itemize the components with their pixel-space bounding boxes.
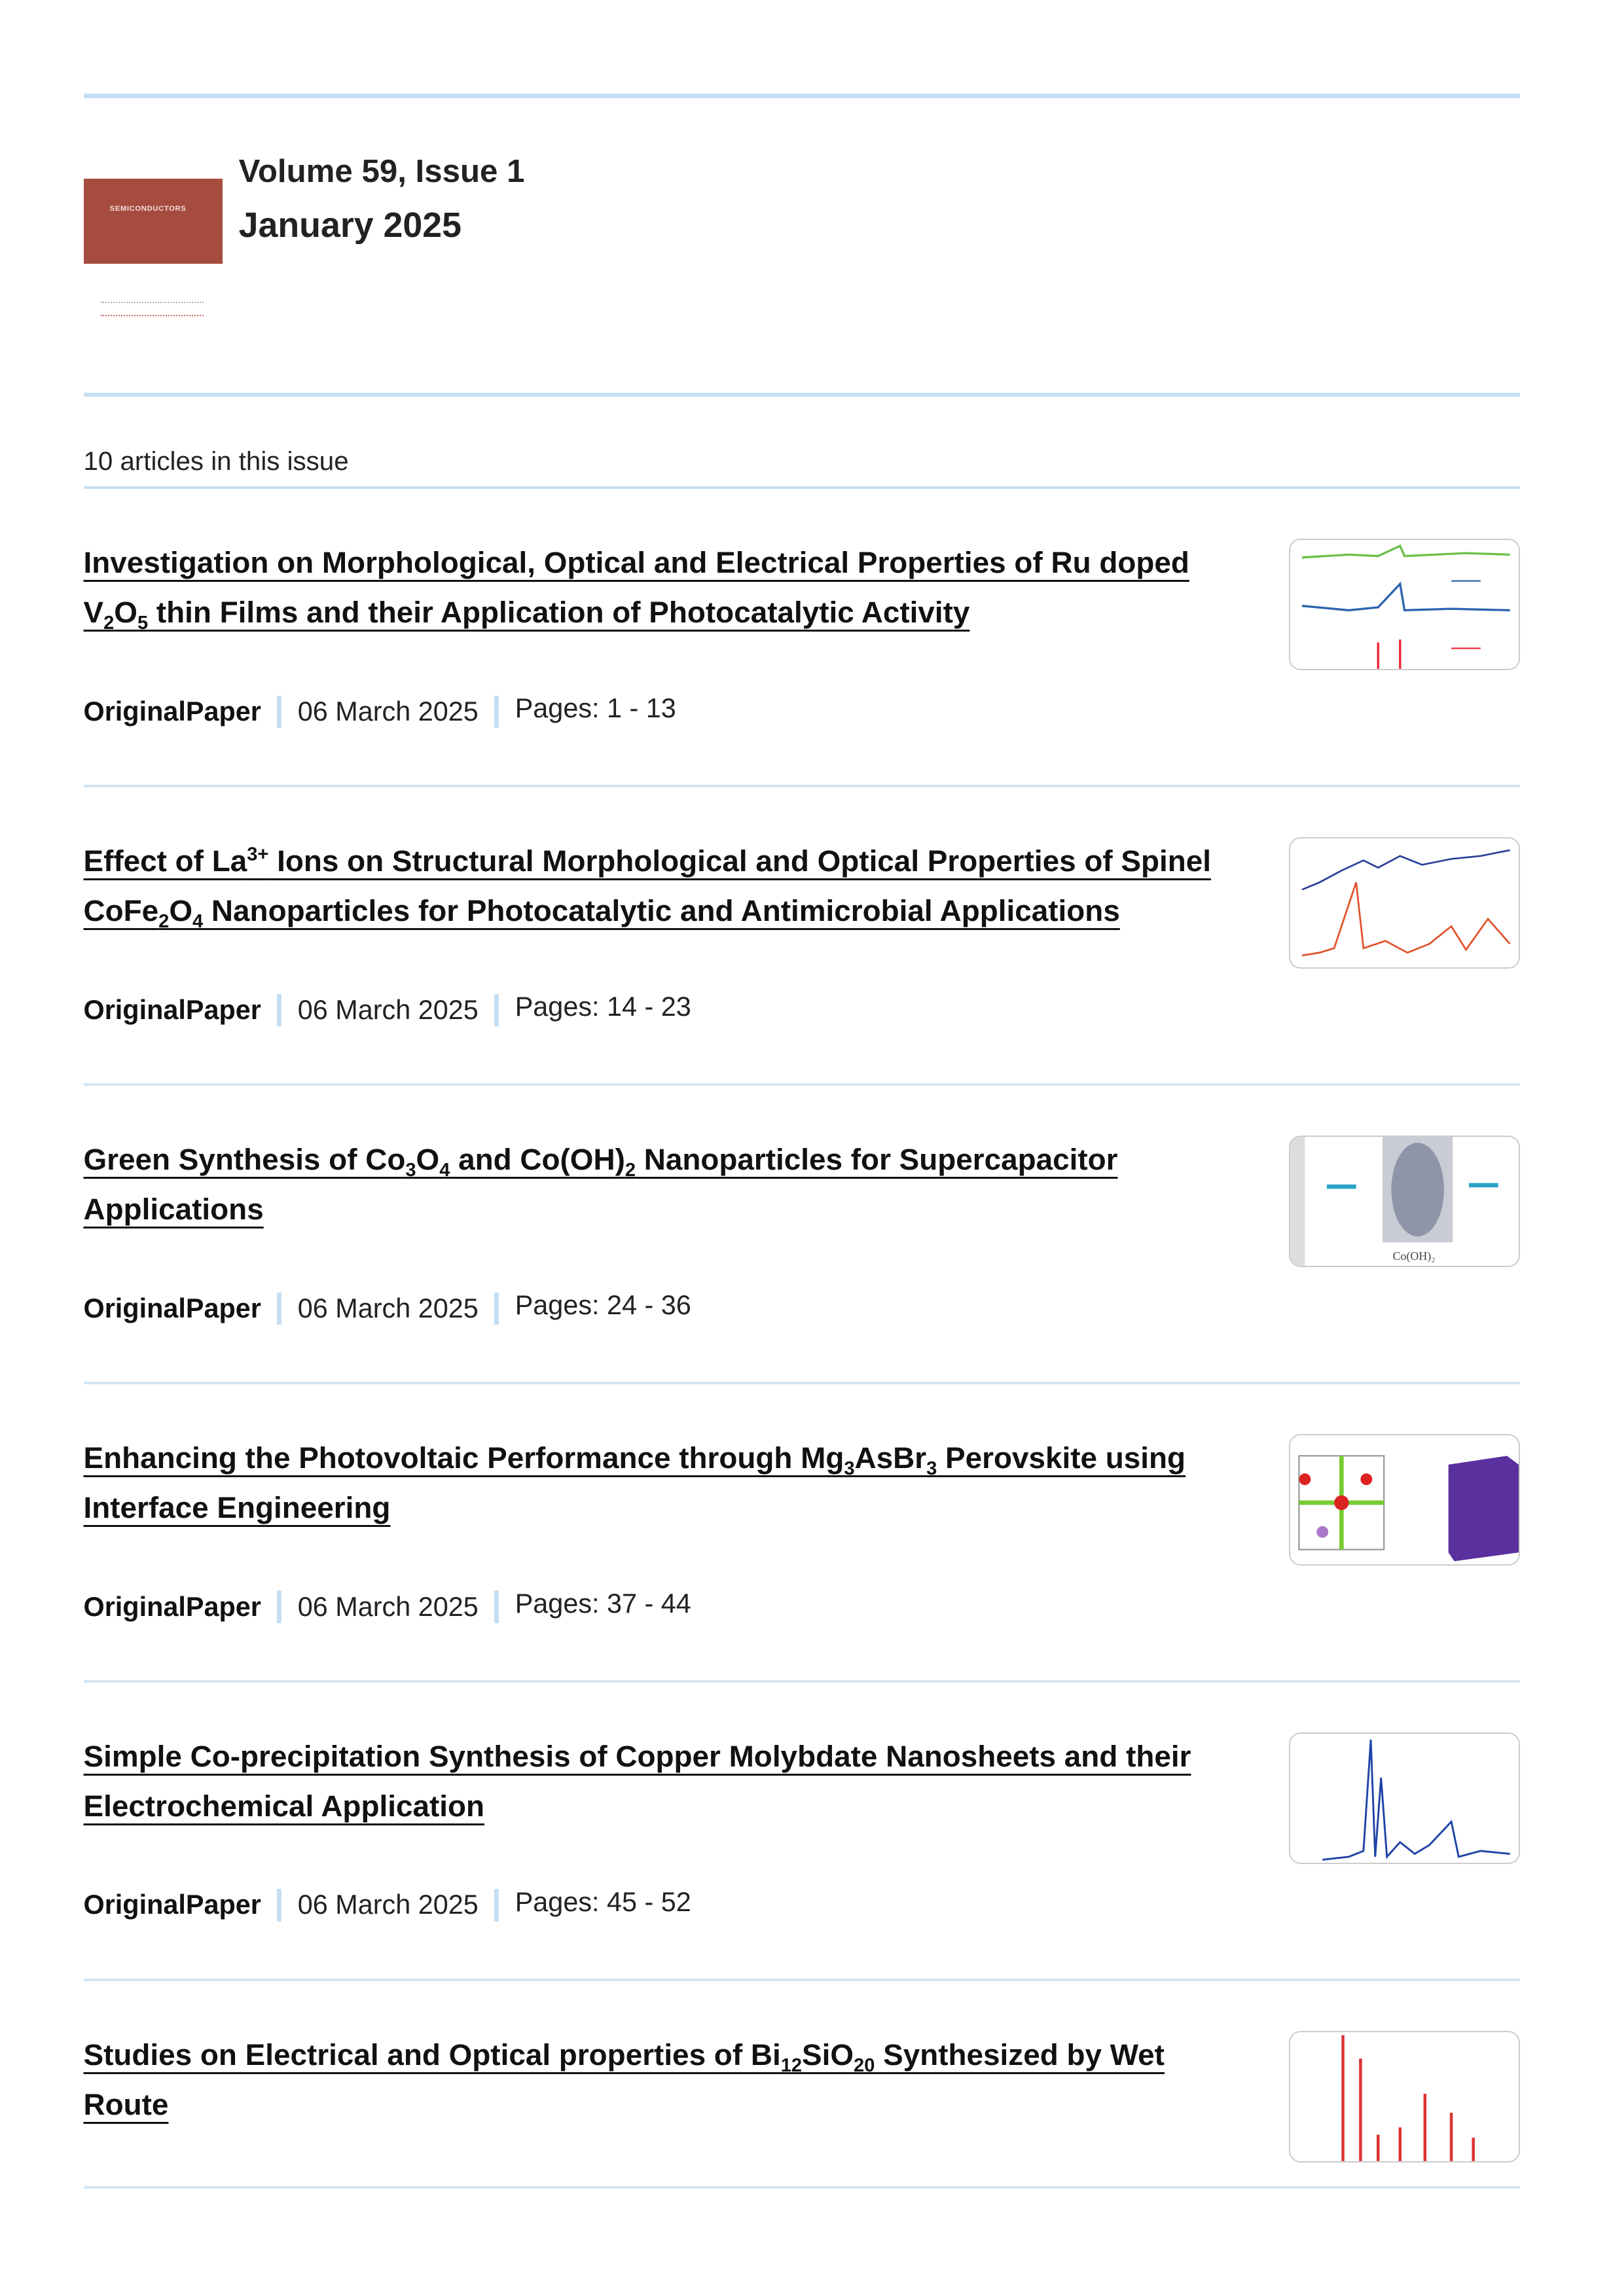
article-count: 10 articles in this issue	[83, 446, 349, 476]
thumbnail-caption: Co(OH)₂	[1392, 1249, 1436, 1263]
article-type: OriginalPaper	[83, 1890, 261, 1920]
article-type: OriginalPaper	[83, 696, 261, 726]
article-list	[84, 489, 1521, 2189]
publisher-logo	[101, 302, 204, 316]
article-pages: Pages: 14 - 23	[515, 992, 691, 1022]
journal-cover-image[interactable]	[84, 158, 223, 334]
article-title	[84, 1134, 1226, 1234]
article-title	[84, 537, 1226, 637]
article-item	[84, 787, 1521, 1086]
article-title-link[interactable]: Enhancing the Photovoltaic Performance through $Mg_3AsBr_3$ Perovskite using Interface Engineering	[83, 1440, 1186, 1524]
article-date: 06 March 2025	[297, 1293, 479, 1323]
article-pages: Pages: 24 - 36	[515, 1290, 691, 1321]
article-thumbnail[interactable]	[1289, 1732, 1520, 1864]
article-item	[84, 489, 1521, 787]
article-title	[84, 1433, 1226, 1532]
article-date: 06 March 2025	[297, 1591, 479, 1622]
article-title-link[interactable]: Effect of $La^{3+}$ Ions on Structural Morphological and Optical Properties of Spinel $CoFe_2O_4$ Nanoparticles for Photocatalytic and Antimicrobial Applications	[83, 843, 1211, 933]
article-item	[84, 1683, 1521, 1981]
article-title-link[interactable]: Studies on Electrical and Optical properties of $Bi_{12}SiO_{20}$ Synthesized by Wet Route	[83, 2037, 1165, 2121]
cover-title: SEMICONDUCTORS	[109, 205, 187, 213]
article-thumbnail[interactable]	[1289, 1136, 1520, 1267]
article-date: 06 March 2025	[297, 696, 479, 726]
article-title	[84, 836, 1226, 935]
article-date: 06 March 2025	[297, 1890, 479, 1920]
article-thumbnail[interactable]	[1289, 837, 1520, 969]
article-pages: Pages: 1 - 13	[515, 693, 676, 724]
article-date: 06 March 2025	[297, 994, 479, 1025]
article-title-link[interactable]: Green Synthesis of $Co_3O_4$ and $Co(OH)_2$ Nanoparticles for Supercapacitor Applications	[83, 1141, 1118, 1226]
top-divider	[84, 94, 1521, 98]
article-title-link[interactable]: Investigation on Morphological, Optical and Electrical Properties of Ru doped $V_2O_5$ thin Films and their Application of Photocatalytic Activity	[83, 545, 1189, 634]
divider	[84, 393, 1521, 397]
issue-date: January 2025	[238, 206, 462, 245]
article-title-link[interactable]: Simple Co-precipitation Synthesis of Copper Molybdate Nanosheets and their Electrochemical Application	[83, 1738, 1191, 1823]
article-type: OriginalPaper	[83, 1591, 261, 1622]
article-thumbnail[interactable]	[1289, 539, 1520, 670]
issue-volume: Volume 59, Issue 1	[238, 152, 525, 189]
issue-header	[84, 152, 1521, 343]
article-thumbnail[interactable]	[1289, 2031, 1520, 2162]
article-type: OriginalPaper	[83, 994, 261, 1025]
article-title	[84, 1731, 1226, 1831]
article-item	[84, 1384, 1521, 1683]
article-title	[84, 2030, 1226, 2129]
article-type: OriginalPaper	[83, 1293, 261, 1323]
article-thumbnail[interactable]	[1289, 1434, 1520, 1566]
article-pages: Pages: 45 - 52	[515, 1886, 691, 1917]
article-pages: Pages: 37 - 44	[515, 1588, 691, 1619]
article-item	[84, 1981, 1521, 2189]
article-item	[84, 1086, 1521, 1384]
